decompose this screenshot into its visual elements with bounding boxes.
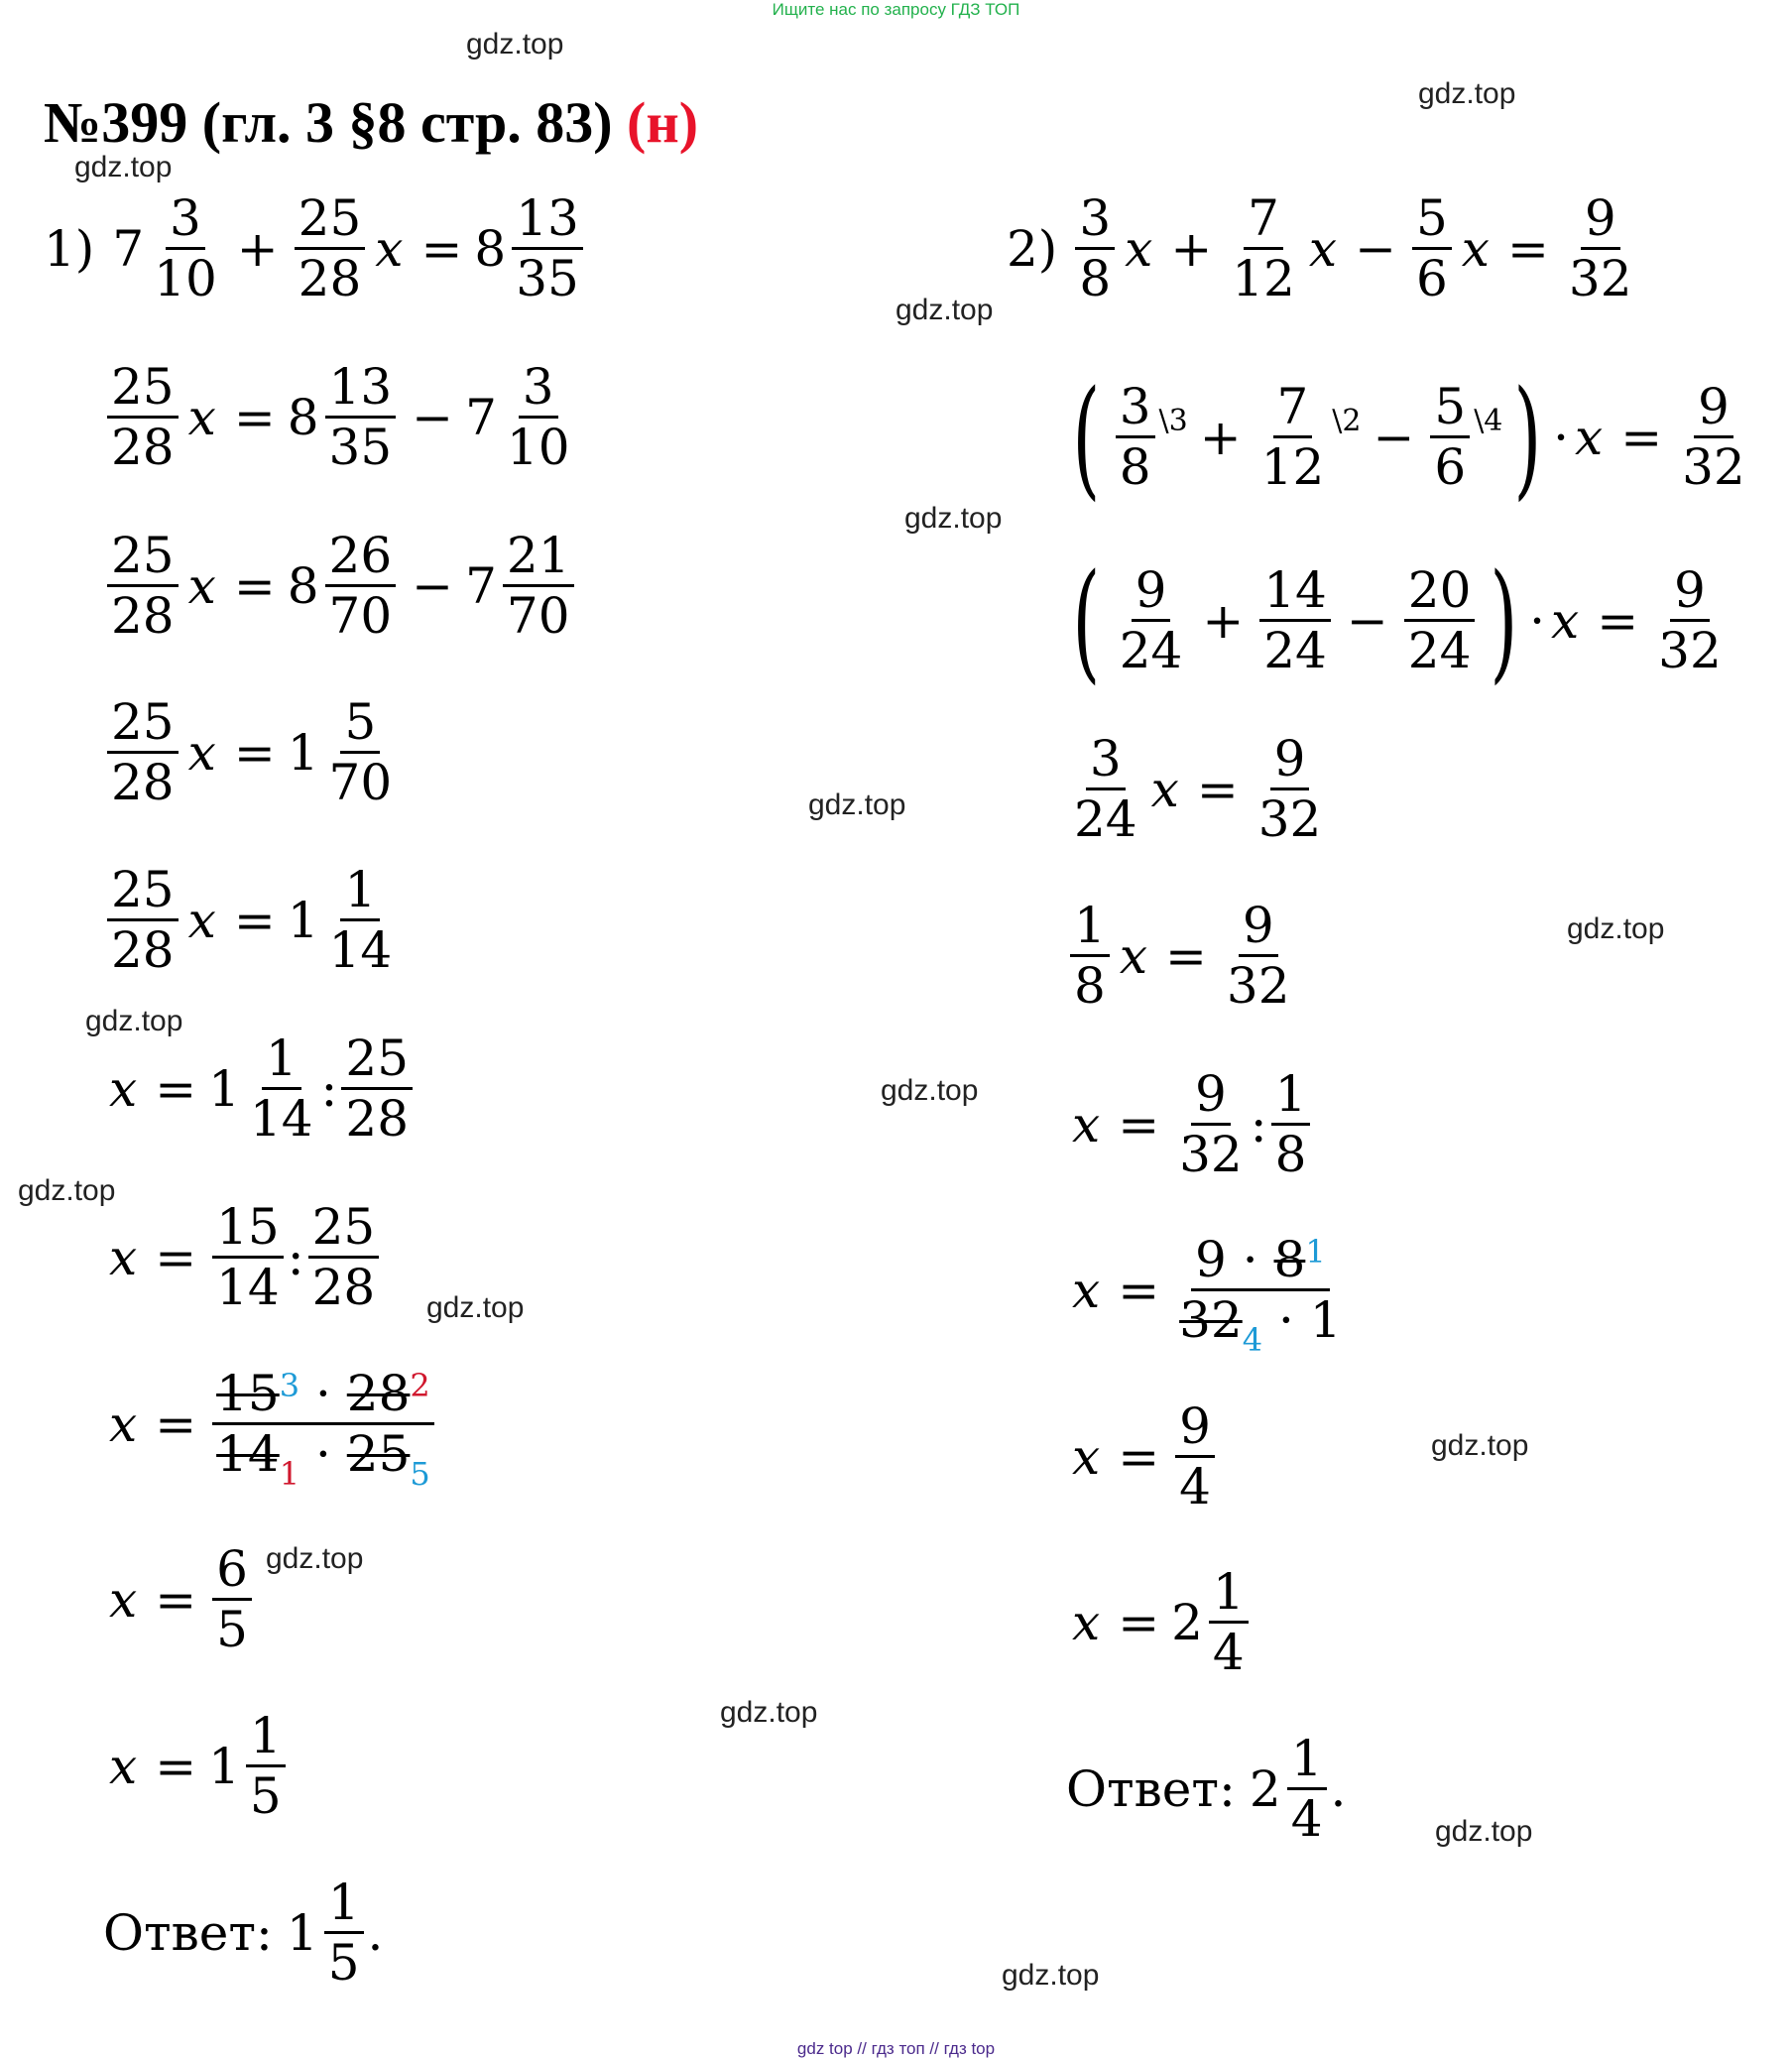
watermark: gdz.top — [18, 1174, 116, 1207]
p2-line-5: $\frac{1}{8}$ x = $\frac{9}{32}$ — [1066, 901, 1298, 1011]
mixed-whole: 7 — [112, 219, 145, 278]
watermark: gdz.top — [426, 1291, 525, 1324]
watermark: gdz.top — [1418, 77, 1516, 110]
p2-line-7: x = $\frac{9 \cdot 8^1}{32_4 \cdot 1}$ — [1066, 1235, 1350, 1345]
part1-label: 1) — [44, 219, 95, 278]
title-mark: (н) — [627, 90, 699, 155]
fraction: $\frac{13}{35}$ — [512, 193, 583, 303]
watermark: gdz.top — [266, 1542, 364, 1575]
watermark: gdz.top — [896, 294, 994, 326]
reduction-fraction: $\frac{9 \cdot 8^1}{32_4 \cdot 1}$ — [1179, 1231, 1342, 1359]
p1-line-8: x = $\frac{15^3 \cdot 28^2}{14_1 \cdot 25_5}$ — [103, 1369, 438, 1479]
fraction: $\frac{25}{28}$ — [295, 193, 366, 303]
watermark: gdz.top — [1002, 1959, 1100, 1992]
reduction-fraction: $\frac{15^3 \cdot 28^2}{14_1 \cdot 25_5}$ — [212, 1369, 434, 1479]
p2-answer: Ответ: 2 $\frac{1}{4}$ . — [1066, 1730, 1347, 1848]
p1-line-5: $\frac{25}{28}$ x = 1 $\frac{1}{14}$ — [103, 865, 400, 975]
watermark: gdz.top — [1431, 1429, 1529, 1462]
p2-line-4: $\frac{3}{24}$ x = $\frac{9}{32}$ — [1074, 730, 1322, 848]
part2-label: 2) — [1007, 219, 1058, 278]
p2-line-6: x = $\frac{9}{32}$ : $\frac{1}{8}$ — [1066, 1069, 1314, 1179]
watermark: gdz.top — [466, 28, 564, 61]
top-ad-banner[interactable]: Ищите нас по запросу ГДЗ ТОП — [772, 0, 1020, 19]
footer-links[interactable]: gdz top // гдз топ // гдз top — [796, 2039, 996, 2058]
watermark: gdz.top — [881, 1074, 979, 1107]
watermark: gdz.top — [1567, 912, 1665, 945]
page-title — [44, 89, 698, 156]
p2-line-2: ( $\frac{3}{8}$ \3 + $\frac{7}{12}$ \2 − $\frac{5}{6}$ \4 ) · x = $\frac{9}{32}$ — [1072, 361, 1745, 513]
watermark: gdz.top — [808, 788, 906, 821]
watermark: gdz.top — [720, 1696, 818, 1729]
p1-line-3: $\frac{25}{28}$ x = 8 $\frac{26}{70}$ − 7 $\frac{21}{70}$ — [103, 531, 578, 641]
watermark: gdz.top — [74, 151, 173, 183]
watermark: gdz.top — [85, 1005, 183, 1037]
p1-line-4: $\frac{25}{28}$ x = 1 $\frac{5}{70}$ — [103, 697, 400, 807]
p2-line-9: x = 2 $\frac{1}{4}$ — [1066, 1567, 1253, 1677]
watermark: gdz.top — [904, 502, 1003, 535]
p2-line-1: 2) $\frac{3}{8}$ x + $\frac{7}{12}$ x − $\frac{5}{6}$ x = $\frac{9}{32}$ — [1007, 189, 1632, 307]
p1-answer: Ответ: 1 $\frac{1}{5}$ . — [103, 1874, 384, 1992]
p1-line-7: x = $\frac{15}{14}$ : $\frac{25}{28}$ — [103, 1202, 383, 1312]
p1-line-10: x = 1 $\frac{1}{5}$ — [103, 1711, 290, 1821]
title-text: №399 (гл. 3 §8 стр. 83) — [44, 90, 613, 155]
p2-line-8: x = $\frac{9}{4}$ — [1066, 1401, 1219, 1512]
p1-line-2: $\frac{25}{28}$ x = 8 $\frac{13}{35}$ − 7 $\frac{3}{10}$ — [103, 362, 578, 472]
p1-line-9: x = $\frac{6}{5}$ — [103, 1544, 256, 1654]
watermark: gdz.top — [1435, 1815, 1533, 1848]
p2-line-3: ( $\frac{9}{24}$ + $\frac{14}{24}$ − $\frac{20}{24}$ ) · x = $\frac{9}{32}$ — [1072, 545, 1722, 696]
p1-line-6: x = 1 $\frac{1}{14}$ : $\frac{25}{28}$ — [103, 1033, 417, 1144]
p1-line-1: 1) 7 $\frac{3}{10}$ + $\frac{25}{28}$ x = 8 $\frac{13}{35}$ — [44, 193, 587, 303]
fraction: $\frac{3}{10}$ — [154, 189, 217, 307]
